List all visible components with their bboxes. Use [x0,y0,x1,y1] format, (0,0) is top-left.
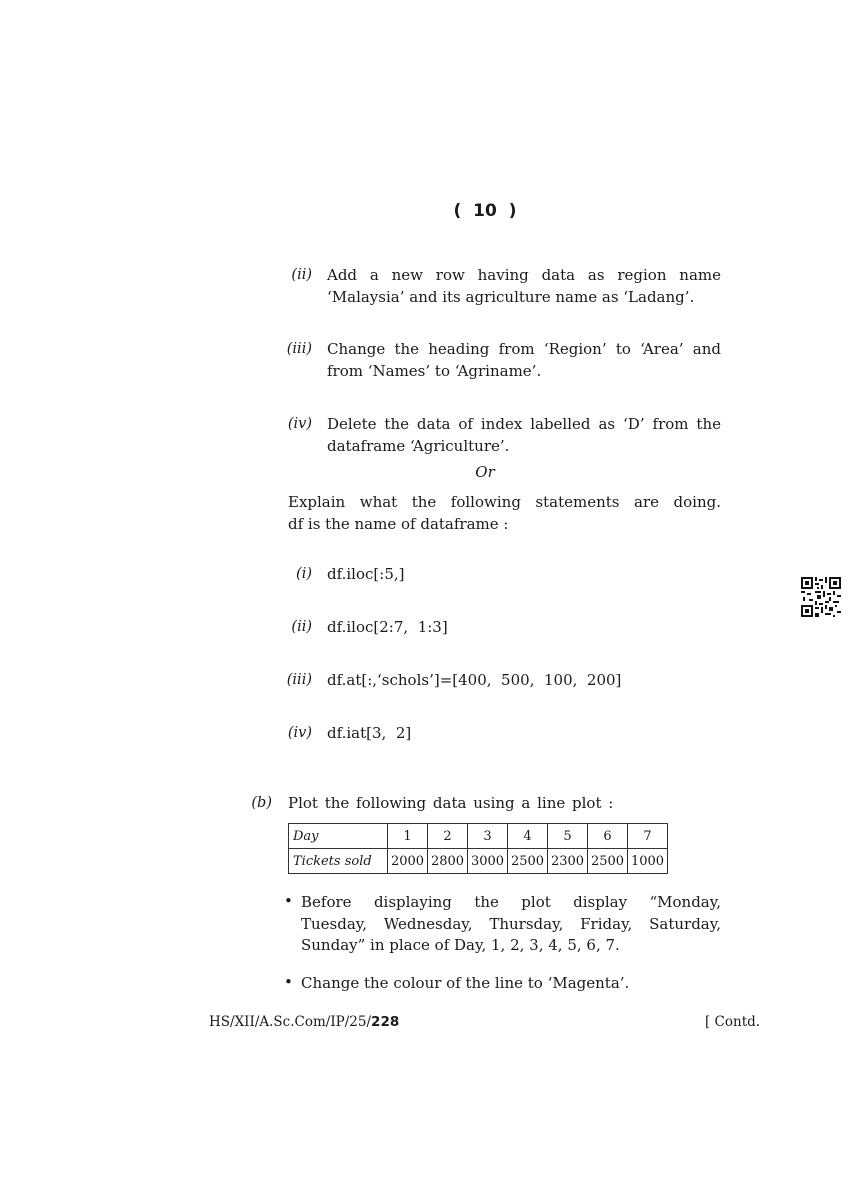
subpart-label-iii: (iii) [286,341,312,357]
subpart-iii-line-2: from ‘Names’ to ‘Agriname’. [327,361,542,380]
bullet-icon: • [284,973,293,991]
subpart-iv-line-1: Delete the data of index labelled as ‘D’ from the [327,415,721,433]
table-cell: 2800 [428,849,468,874]
explain-line-2: df is the name of dataframe : [288,514,509,533]
bullet-text-1 [301,892,721,957]
paper-code-suffix: 228 [371,1014,400,1030]
part-b-text: Plot the following data using a line plot : [288,794,614,812]
statement-label-i: (i) [296,566,312,582]
statement-label-iii: (iii) [286,672,312,688]
subpart-label-ii: (ii) [291,267,312,283]
table-row-label-tickets: Tickets sold [289,849,388,874]
qr-code-icon [801,577,841,617]
bullet-text-2: Change the colour of the line to ‘Magenta’. [301,974,630,992]
subpart-ii-line-1: Add a new row having data as region name [327,266,721,284]
subpart-text-iv [327,414,721,457]
or-separator: Or [475,463,495,481]
paper-code [209,1014,399,1030]
table-row [289,824,668,849]
table-row-label-day: Day [289,824,388,849]
table-cell: 2 [428,824,468,849]
bullet-icon: • [284,892,293,910]
subpart-ii-line-2: ‘Malaysia’ and its agriculture name as ‘Ladang’. [327,287,695,306]
tickets-table [288,823,668,874]
statement-label-iv: (iv) [287,725,312,741]
subpart-text-iii [327,339,721,382]
contd-label: [ Contd. [705,1014,761,1030]
statement-code-ii: df.iloc[2:7, 1:3] [327,618,448,636]
table-cell: 2500 [508,849,548,874]
subpart-label-iv: (iv) [287,416,312,432]
bullet-1-line-3: Sunday” in place of Day, 1, 2, 3, 4, 5, 6, 7. [301,936,620,954]
table-cell: 4 [508,824,548,849]
page-number: ( 10 ) [453,201,517,221]
statement-code-i: df.iloc[:5,] [327,565,405,583]
statement-code-iv: df.iat[3, 2] [327,724,412,742]
table-cell: 3000 [468,849,508,874]
table-cell: 6 [588,824,628,849]
subpart-text-ii [327,265,721,308]
part-b-label: (b) [251,795,272,811]
table-cell: 1 [388,824,428,849]
table-row [289,849,668,874]
table-cell: 5 [548,824,588,849]
table-cell: 2500 [588,849,628,874]
statement-label-ii: (ii) [291,619,312,635]
subpart-iv-line-2: dataframe ‘Agriculture’. [327,436,510,455]
table-cell: 2300 [548,849,588,874]
table-cell: 7 [628,824,668,849]
explain-line-1: Explain what the following statements are doing. [288,493,721,511]
subpart-iii-line-1: Change the heading from ‘Region’ to ‘Area’ and [327,340,721,358]
statement-code-iii: df.at[:,‘schols’]=[400, 500, 100, 200] [327,671,622,689]
table-cell: 3 [468,824,508,849]
explain-instruction [288,492,721,535]
table-cell: 1000 [628,849,668,874]
bullet-1-line-2: Tuesday, Wednesday, Thursday, Friday, Saturday, [301,914,721,933]
paper-code-prefix: HS/XII/A.Sc.Com/IP/25/ [209,1014,372,1030]
table-cell: 2000 [388,849,428,874]
bullet-1-line-1: Before displaying the plot display “Monday, [301,893,721,911]
